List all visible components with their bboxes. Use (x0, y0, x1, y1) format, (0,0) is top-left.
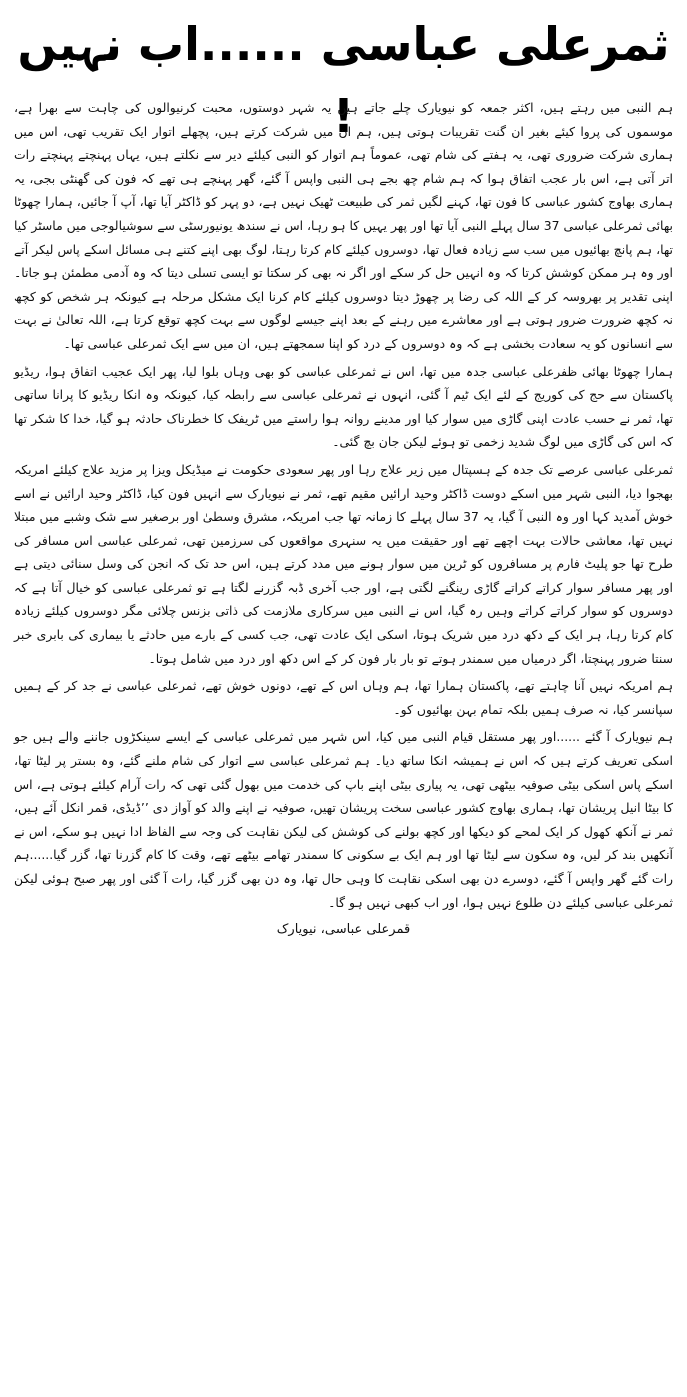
paragraph-4: ہم امریکہ نہیں آنا چاہتے تھے، پاکستان ہمارا تھا، ہم وہاں اس کے تھے، دونوں خوش تھے، ثمرعلی عباسی نے جد کر کے ہمیں سپانسر کیا، نہ صرف ہمیں بلکہ تمام بہن بھائیوں کو۔ (14, 678, 673, 717)
author-byline: قمرعلی عباسی، نیویارک (276, 922, 411, 938)
paragraph-1: ہم النبی میں رہتے ہیں، اکثر جمعہ کو نیویارک چلے جاتے ہیں یہ شہر دوستوں، محبت کرنیوالوں کی چاہت سے بھرا ہے، موسموں کی پروا کیئے بغیر ان گنت تقریبات ہوتی ہیں، ہم ان میں شرکت کرتے ہیں، پچھلے اتوار ایک تقریب تھی، اس میں ہماری شرکت ضروری تھی، یہ ہفتے کی شام تھی، عموماً ہم اتوار کو النبی کیلئے دیر سے نکلتے ہیں، یہاں پہنچتے پہنچتے رات اتر آتی ہے، اس بار عجب اتفاق ہوا کہ ہم شام چھ بجے ہی النبی واپس آ گئے، گھر پہنچے ہی تھے کہ فون کی گھنٹی بجی، یہ ہماری بھاوج کشور عباسی کا فون تھا، کہنے لگیں ثمر کی طبیعت ٹھیک نہیں ہے، دو پہر کو ڈاکٹر آیا تھا، آپ آ جائیں، ہمارا چھوٹا بھائی ثمرعلی عباسی 37 سال پہلے النبی آیا تھا اور پھر یہیں کا ہو رہا، اس نے سندھ یونیورسٹی سے سوشیالوجی میں ماسٹر کیا تھا، ہم پانچ بھائیوں میں سب سے زیادہ فعال تھا، دوسروں کیلئے کام کرتا رہتا، لوگ بھی اپنے کتنے ہی مسائل اسکے پاس لیکر آتے اور وہ ہر ممکن کوشش کرتا کہ وہ انہیں حل کر سکے اور اگر نہ بھی کر سکتا تو ایسی تسلی دیتا کہ وہ آدمی مطمئن ہو جاتا۔ اپنی تقدیر پر بھروسہ کر کے اللہ کی رضا پر چھوڑ دیتا دوسروں کیلئے کام کرنا ایک مشکل مرحلہ ہے کیونکہ ہر شخص کو کچھ نہ کچھ ضرورت ضرور ہوتی ہے اور معاشرے میں رہنے کے بعد اپنے جیسے لوگوں سے بہت کچھ توقع کرتا ہے، اللہ تعالیٰ نے بہت سے انسانوں کو یہ سعادت بخشی ہے کہ وہ دوسروں کے درد کو اپنا سمجھتے ہیں، ان میں سے ایک ثمرعلی عباسی تھا۔ (14, 100, 673, 351)
article-body (14, 96, 673, 914)
paragraph-2: ہمارا چھوٹا بھائی ظفرعلی عباسی جدہ میں تھا، اس نے ثمرعلی عباسی کو بھی وہاں بلوا لیا، پھر ایک عجیب اتفاق ہوا، ریڈیو پاکستان سے حج کی کوریج کے لئے ایک ٹیم آ گئی، انہوں نے ثمرعلی عباسی سے رابطہ کیا، کیونکہ وہ انکا ریڈیو کا پرانا ساتھی تھا، ثمر نے حسب عادت اپنی گاڑی میں سوار کیا اور مدینے روانہ ہوا راستے میں ٹریفک کا خطرناک حادثہ ہو گیا، خدا کا شکر تھا کہ اس کی گاڑی میں لوگ شدید زخمی تو ہوئے لیکن جان بچ گئی۔ (14, 363, 673, 450)
paragraph-3: ثمرعلی عباسی عرصے تک جدہ کے ہسپتال میں زیر علاج رہا اور پھر سعودی حکومت نے میڈیکل ویزا پر مزید علاج کیلئے امریکہ بھجوا دیا، النبی شہر میں اسکے دوست ڈاکٹر وحید ارائیں مقیم تھے، ثمر نے نیویارک سے انہیں فون کیا، ڈاکٹر وحید ارائیں نے اسے خوش آمدید کہا اور وہ النبی آ گیا، یہ 37 سال پہلے کا زمانہ تھا جب امریکہ، مشرق وسطیٰ اور برصغیر سے شک وشبے میں مبتلا نہیں تھا، معاشی حالات بہت اچھے تھے اور حقیقت میں یہ سنہری مواقعوں کی سرزمین تھی، ثمرعلی عباسی اس مسافر کی طرح تھا جو پلیٹ فارم پر مسافروں کو ٹرین میں سوار ہونے میں مدد کرتے ہیں، اس حد تک کہ انجن کی وسل سنائی دیتی ہے اور پھر مسافر سوار کراتے کراتے گاڑی رینگنے لگتی ہے، اور جب آخری ڈبہ گزرنے لگتا ہے تو ثمرعلی عباسی کو خیال آتا ہے کہ دوسروں کو سوار کراتے کراتے وہیں رہ گیا، اس نے النبی میں سرکاری ملازمت کی ذاتی بزنس چلائی مگر دوسروں کیلئے زیادہ کام کرتا رہا، ہر ایک کے دکھ درد میں شریک ہوتا، اسکی ایک عادت تھی، جب کسی کے بارے میں حادثے یا بیماری کی بابری خبر سنتا ضرور پہنچتا، اگر درمیاں میں سمندر ہوتے تو بار بار فون کر کے اس دکھ اور درد میں شامل ہوتا۔ (14, 461, 674, 666)
paragraph-5: ہم نیویارک آ گئے ......اور پھر مستقل قیام النبی میں کیا، اس شہر میں ثمرعلی عباسی کے ایسے سینکڑوں جاننے والے ہیں جو اسکی تعریف کرتے ہیں کہ اس نے ہمیشہ انکا ساتھ دیا۔ ہم ثمرعلی عباسی سے اتوار کی شام ملنے گئے، وہ بستر پر لیٹا تھا، اسکے پاس اسکی بیٹی صوفیہ بیٹھی تھی، یہ پیاری بیٹی اپنے باپ کی خدمت میں بھول گئی تھی کہ رات آرام کیلئے ہوتی ہے، اس کا بیٹا انیل پریشان تھا، ہماری بھاوج کشور عباسی سخت پریشان تھیں، صوفیہ نے اپنے والد کو آواز دی ’’ڈیڈی، قمر انکل آئے ہیں، ثمر نے آنکھ کھول کر ایک لمحے کو دیکھا اور کچھ بولنے کی کوشش کی لیکن نقاہت کی وجہ سے الفاظ ادا نہیں ہو سکے، اس نے آنکھیں بند کر لیں، وہ سکون سے لیٹا تھا اور ہم ایک بے سکونی کا سمندر تھامے بیٹھے تھے، وقت کا کام گزرنا تھا، گزر گیا......ہم رات گئے گھر واپس آ گئے، دوسرے دن بھی اسکی نقاہت کا وہی حال تھا، وہ دن بھی گزر گیا، رات آ گئی اور پھر صبح ہوئی لیکن ثمرعلی عباسی کیلئے دن طلوع نہیں ہوا، اور اب کبھی نہیں ہو گا۔ (14, 729, 673, 910)
headline: ثمرعلی عباسی ......اب نہیں ! (17, 17, 670, 143)
